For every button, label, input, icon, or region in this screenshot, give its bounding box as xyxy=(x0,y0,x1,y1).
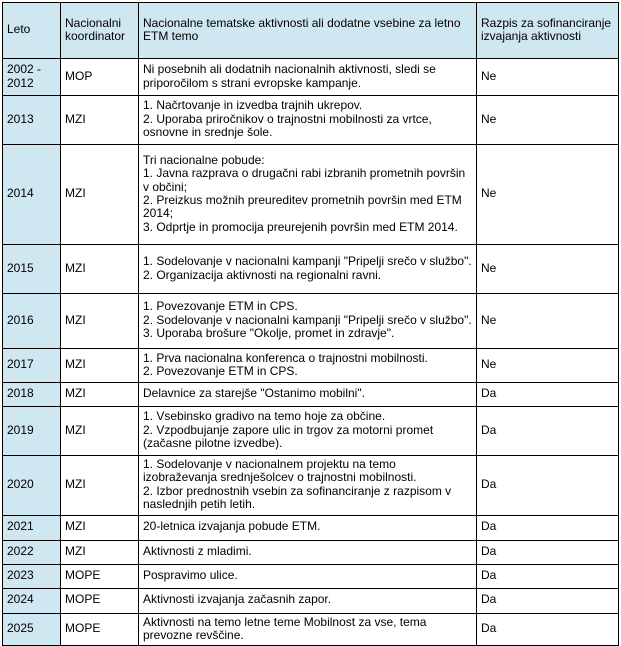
razpis-cell: Da xyxy=(477,540,619,564)
activities-cell xyxy=(139,59,477,96)
razpis-cell: Ne xyxy=(477,294,619,349)
razpis-cell: Da xyxy=(477,564,619,588)
year-cell: 2019 xyxy=(3,407,61,456)
razpis-cell: Ne xyxy=(477,96,619,145)
razpis-cell: Ne xyxy=(477,349,619,383)
column-header-leto: Leto xyxy=(3,3,61,59)
activities-cell xyxy=(139,96,477,145)
coordinator-cell: MOPE xyxy=(61,588,139,613)
activities-cell xyxy=(139,349,477,383)
table-row xyxy=(3,613,619,646)
activities-cell xyxy=(139,515,477,540)
table-row xyxy=(3,407,619,456)
table-body xyxy=(3,59,619,646)
coordinator-cell: MZI xyxy=(61,145,139,245)
razpis-cell: Ne xyxy=(477,145,619,245)
table-row xyxy=(3,59,619,96)
year-cell: 2020 xyxy=(3,456,61,516)
year-cell: 2002 - 2012 xyxy=(3,59,61,96)
activity-line: 2. Preizkus možnih preureditev prometnih površin med ETM 2014; xyxy=(143,193,462,221)
coordinator-cell: MZI xyxy=(61,294,139,349)
coordinator-cell: MZI xyxy=(61,407,139,456)
activity-line: 2. Povezovanje ETM in CPS. xyxy=(143,364,298,378)
activity-line: Tri nacionalne pobude: xyxy=(143,152,265,167)
activity-line: 2. Sodelovanje v nacionalni kampanji "Pripelji srečo v službo". xyxy=(143,312,472,327)
year-cell: 2021 xyxy=(3,515,61,540)
table-row xyxy=(3,456,619,516)
activity-line: Aktivnosti z mladimi. xyxy=(143,543,252,558)
activity-line: 2. Izbor prednostnih vsebin za sofinanciranje z razpisom v naslednjih petih letih. xyxy=(143,483,452,512)
table-row xyxy=(3,564,619,588)
coordinator-cell: MZI xyxy=(61,383,139,407)
activities-cell xyxy=(139,588,477,613)
activities-cell xyxy=(139,383,477,407)
year-cell: 2013 xyxy=(3,96,61,145)
table-row xyxy=(3,383,619,407)
table-row xyxy=(3,540,619,564)
activities-cell xyxy=(139,456,477,516)
razpis-cell: Da xyxy=(477,588,619,613)
year-cell: 2017 xyxy=(3,349,61,383)
coordinator-cell: MZI xyxy=(61,96,139,145)
razpis-cell: Da xyxy=(477,456,619,516)
coordinator-cell: MZI xyxy=(61,540,139,564)
year-cell: 2022 xyxy=(3,540,61,564)
coordinator-cell: MZI xyxy=(61,245,139,294)
activity-line: 3. Uporaba brošure "Okolje, promet in zdravje". xyxy=(143,326,395,341)
activity-line: Aktivnosti na temo letne teme Mobilnost za vse, tema prevozne revščine. xyxy=(143,614,427,643)
column-header-aktivnosti: Nacionalne tematske aktivnosti ali dodatne vsebine za letno ETM temo xyxy=(139,3,477,59)
table-row xyxy=(3,245,619,294)
year-cell: 2014 xyxy=(3,145,61,245)
razpis-cell: Da xyxy=(477,383,619,407)
razpis-cell: Ne xyxy=(477,59,619,96)
year-cell: 2018 xyxy=(3,383,61,407)
coordinator-cell: MOP xyxy=(61,59,139,96)
activity-line: 2. Organizacija aktivnosti na regionalni ravni. xyxy=(143,267,382,282)
coordinator-cell: MOPE xyxy=(61,613,139,646)
year-cell: 2023 xyxy=(3,564,61,588)
activity-line: 20-letnica izvajanja pobude ETM. xyxy=(143,519,321,534)
activities-cell xyxy=(139,245,477,294)
activities-cell xyxy=(139,564,477,588)
activities-cell xyxy=(139,294,477,349)
activities-cell xyxy=(139,613,477,646)
activity-line: 2. Uporaba priročnikov o trajnostni mobilnosti za vrtce, osnovne in srednje šole. xyxy=(143,111,432,140)
razpis-cell: Da xyxy=(477,613,619,646)
year-cell: 2024 xyxy=(3,588,61,613)
activity-line: Pospravimo ulice. xyxy=(143,567,238,582)
table-header-row xyxy=(3,3,619,59)
table-row xyxy=(3,588,619,613)
activity-line: Ni posebnih ali dodatnih nacionalnih aktivnosti, sledi se priporočilom s strani evropske kampanje. xyxy=(143,62,436,90)
activities-cell xyxy=(139,540,477,564)
activities-cell xyxy=(139,407,477,456)
activity-line: 3. Odprtje in promocija preurejenih površin med ETM 2014. xyxy=(143,219,458,234)
table-row xyxy=(3,515,619,540)
year-cell: 2016 xyxy=(3,294,61,349)
table-row xyxy=(3,145,619,245)
activity-line: 1. Vsebinsko gradivo na temo hoje za občine. xyxy=(143,409,386,424)
activities-cell xyxy=(139,145,477,245)
activity-line: 1. Sodelovanje v nacionalni kampanji "Pripelji srečo v službo". xyxy=(143,254,472,269)
coordinator-cell: MZI xyxy=(61,515,139,540)
razpis-cell: Ne xyxy=(477,245,619,294)
activity-line: 1. Sodelovanje v nacionalnem projektu na temo izobraževanja srednješolcev o trajnostni mobilnosti. xyxy=(143,457,417,485)
coordinator-cell: MOPE xyxy=(61,564,139,588)
coordinator-cell: MZI xyxy=(61,349,139,383)
activity-line: 1. Povezovanje ETM in CPS. xyxy=(143,299,298,314)
activity-line: 1. Prva nacionalna konferenca o trajnostni mobilnosti. xyxy=(143,350,428,365)
activity-line: Delavnice za starejše "Ostanimo mobilni". xyxy=(143,386,365,401)
activity-line: 1. Javna razprava o drugačni rabi izbranih prometnih površin v občini; xyxy=(143,166,466,194)
razpis-cell: Da xyxy=(477,515,619,540)
column-header-koordinator: Nacionalni koordinator xyxy=(61,3,139,59)
table-row xyxy=(3,294,619,349)
year-cell: 2025 xyxy=(3,613,61,646)
year-cell: 2015 xyxy=(3,245,61,294)
table-row xyxy=(3,349,619,383)
etm-activities-table xyxy=(2,2,619,646)
table-row xyxy=(3,96,619,145)
activity-line: 1. Načrtovanje in izvedba trajnih ukrepov. xyxy=(143,98,363,113)
column-header-razpis: Razpis za sofinanciranje izvajanja aktivnosti xyxy=(477,3,619,59)
razpis-cell: Da xyxy=(477,407,619,456)
activity-line: 2. Vzpodbujanje zapore ulic in trgov za motorni promet (začasne pilotne izvedbe). xyxy=(143,422,434,451)
coordinator-cell: MZI xyxy=(61,456,139,516)
activity-line: Aktivnosti izvajanja začasnih zapor. xyxy=(143,592,332,607)
